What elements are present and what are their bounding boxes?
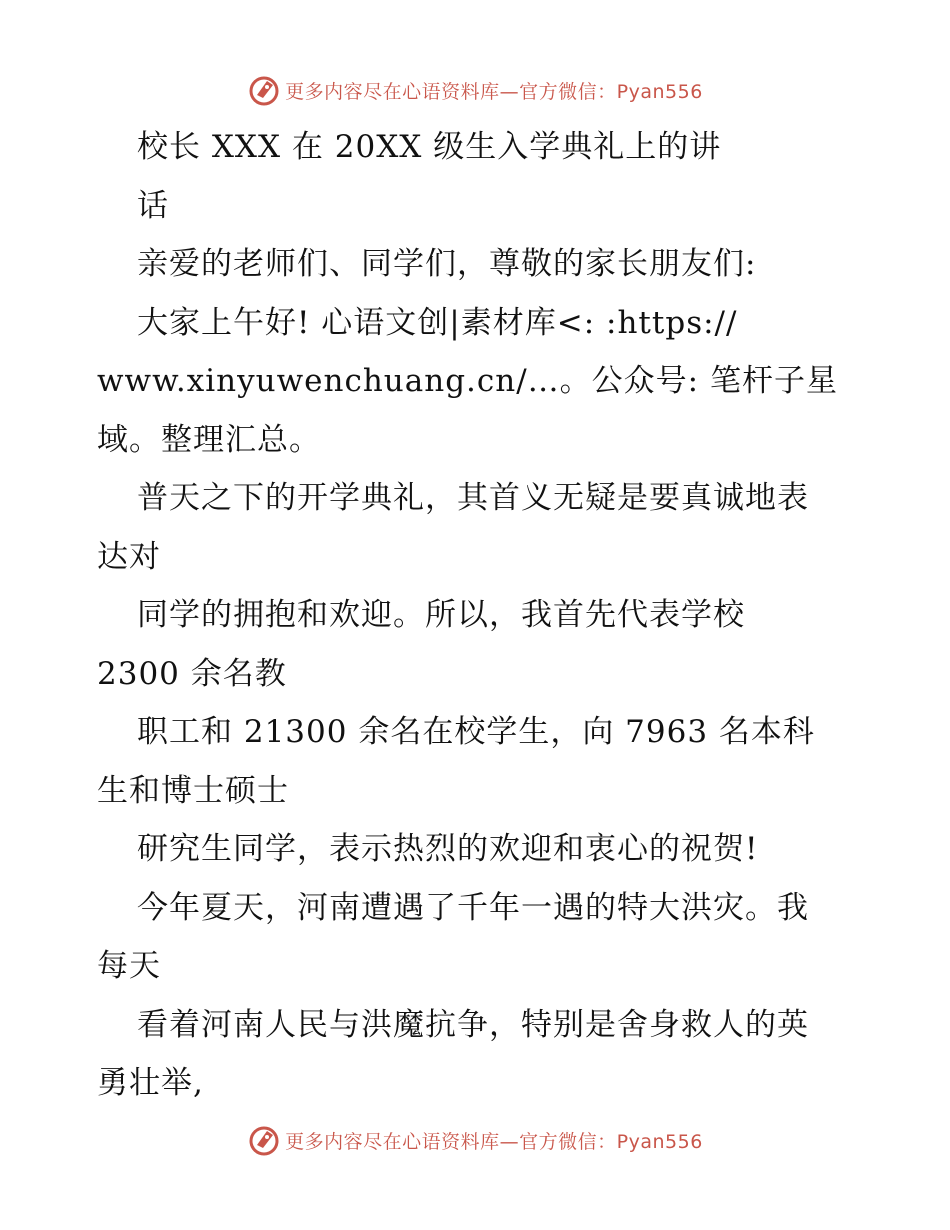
- text-line: 2300 余名教: [97, 655, 287, 692]
- text-line: 研究生同学，表示热烈的欢迎和衷心的祝贺!: [137, 831, 759, 867]
- text-line: 大家上午好! 心语文创|素材库<: :https://: [137, 304, 738, 341]
- text-line: 达对: [97, 538, 161, 575]
- text-line: 看着河南人民与洪魔抗争，特别是舍身救人的英: [137, 1006, 809, 1043]
- document-body: [97, 118, 857, 1113]
- text-line: 今年夏天，河南遭遇了千年一遇的特大洪灾。我: [137, 889, 809, 926]
- text-line: 校长 XXX 在 20XX 级生入学典礼上的讲: [137, 129, 722, 165]
- text-line: 同学的拥抱和欢迎。所以，我首先代表学校: [137, 597, 745, 633]
- text-line: 生和博士硕士: [97, 772, 289, 809]
- text-line: 每天: [97, 948, 161, 984]
- header-banner-text: 更多内容尽在心语资料库—官方微信：Pyan556: [285, 80, 703, 103]
- text-line: 亲爱的老师们、同学们，尊敬的家长朋友们:: [137, 246, 757, 282]
- text-line: 职工和 21300 余名在校学生，向 7963 名本科: [137, 714, 815, 750]
- header-banner: [0, 70, 950, 110]
- footer-banner-text: 更多内容尽在心语资料库—官方微信：Pyan556: [285, 1130, 703, 1153]
- text-line: www.xinyuwenchuang.cn/…。公众号: 笔杆子星: [97, 363, 838, 399]
- text-line: 话: [137, 187, 169, 224]
- pen-nib-logo-icon: [247, 1123, 281, 1157]
- text-line: 域。整理汇总。: [97, 421, 321, 458]
- footer-banner: [0, 1120, 950, 1160]
- text-line: 勇壮举,: [97, 1065, 204, 1101]
- pen-nib-logo-icon: [247, 73, 281, 107]
- text-line: 普天之下的开学典礼，其首义无疑是要真诚地表: [137, 480, 809, 516]
